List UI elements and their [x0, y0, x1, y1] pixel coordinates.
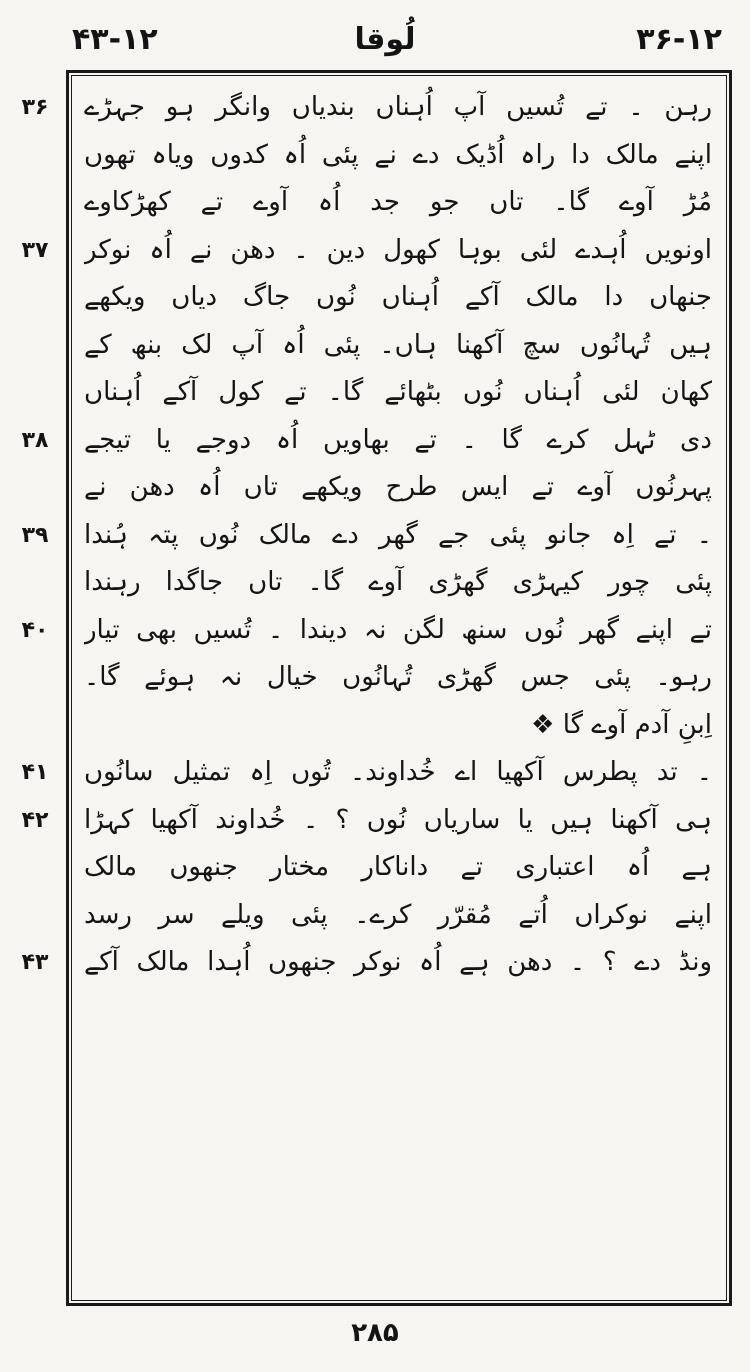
- verse-number-column: [0, 84, 64, 1296]
- verse-number: ۴۳: [21, 950, 49, 975]
- text-line: ۔ تے اِہ جانو پئی جے گھر دے مالک نُوں پتہ ہُندا: [84, 519, 712, 550]
- verse-number: ۴۲: [21, 807, 49, 833]
- text-line: ہی آکھنا ہیں یا ساریاں نُوں ؟ ۔ خُداوند آکھیا کہڑا: [84, 804, 712, 835]
- verse-number: ۳۹: [21, 522, 49, 548]
- running-head-verse-range-start: ۳۶-۱۲: [636, 22, 722, 57]
- text-line: رہن ۔ تے تُسیں آپ اُہناں بندیاں وانگر ہو جہڑے: [84, 92, 712, 122]
- text-line: کھان لئی اُہناں نُوں بٹھائے گا۔ تے کول آکے اُہناں: [84, 377, 712, 407]
- page-number: ۲۸۵: [351, 1318, 399, 1348]
- text-line: اپنے مالک دا راہ اُڈیک دے نے پئی اُہ کدوں ویاہ تھوں: [84, 139, 712, 170]
- verse-number: ۳۶: [21, 95, 49, 120]
- text-line: ہیں تُہانُوں سچ آکھنا ہاں۔ پئی اُہ آپ لک بنھ کے: [84, 329, 712, 360]
- text-line: اپنے نوکراں اُتے مُقرّر کرے۔ پئی ویلے سر رسد: [84, 899, 712, 930]
- text-line: پئی چور کیہڑی گھڑی آوے گا۔ تاں جاگدا رہندا: [84, 567, 712, 597]
- text-line: ۔ تد پطرس آکھیا اے خُداوند۔ تُوں اِہ تمثیل سانُوں: [84, 757, 712, 787]
- verse-number: ۴۰: [21, 617, 49, 643]
- text-line: اونویں اُہدے لئی بوہا کھول دین ۔ دھن نے اُہ نوکر: [84, 234, 712, 265]
- text-line: رہو۔ پئی جس گھڑی تُہانُوں خیال نہ ہوئے گا۔: [84, 662, 712, 692]
- verse-number: ۴۱: [21, 760, 49, 785]
- text-line: تے اپنے گھر نُوں سنھ لگن نہ دیندا ۔ تُسیں بھی تیار: [84, 614, 712, 645]
- scripture-text-block: [84, 84, 712, 1296]
- text-line: پہرنُوں آوے تے ایس طرح ویکھے تاں اُہ دھن نے: [84, 472, 712, 502]
- text-line: جنھاں دا مالک آکے اُہناں نُوں جاگ دیاں ویکھے: [84, 282, 712, 312]
- text-line: ہے اُہ اعتباری تے داناکار مختار جنھوں مالک: [84, 852, 712, 882]
- text-line: اِبنِ آدم آوے گا ❖: [531, 709, 712, 740]
- verse-number: ۳۷: [21, 237, 49, 263]
- running-head-verse-range-end: ۴۳-۱۲: [72, 22, 158, 57]
- text-line: دی ٹہل کرے گا ۔ تے بھاویں اُہ دوجے یا تیجے: [84, 424, 712, 455]
- text-line: مُڑ آوے گا۔ تاں جو جد اُہ آوے تے کھڑکاوے: [84, 187, 712, 217]
- running-head-book-title: لُوقا: [354, 22, 416, 57]
- verse-number: ۳۸: [21, 427, 49, 453]
- text-line: ونڈ دے ؟ ۔ دھن ہے اُہ نوکر جنھوں اُہدا مالک آکے: [84, 947, 712, 977]
